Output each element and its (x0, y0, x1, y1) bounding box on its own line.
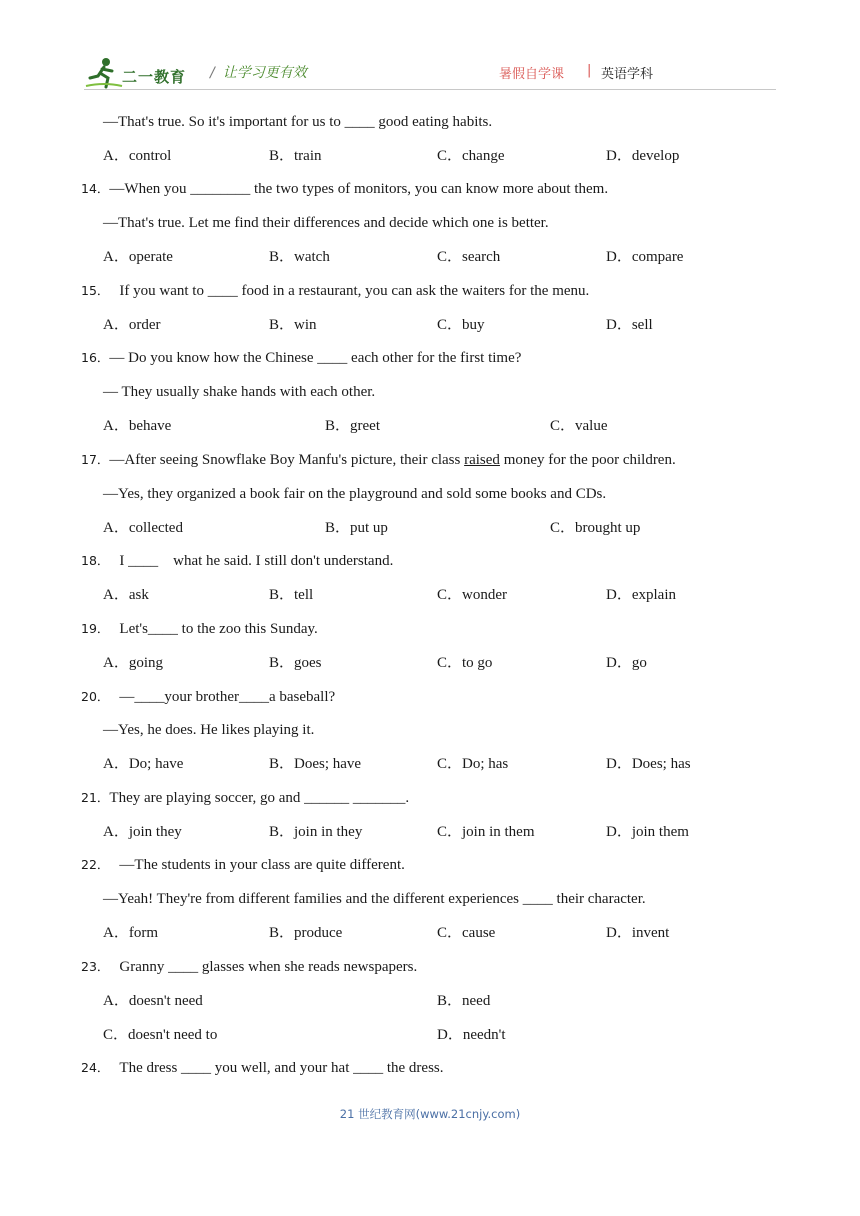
q22-line1 (81, 856, 405, 874)
q20-number: 20． (81, 689, 110, 704)
q21-number: 21． (81, 790, 110, 805)
header-divider: | (587, 63, 592, 78)
q16-option-b: B．greet (325, 418, 380, 434)
q19-line1 (81, 620, 318, 638)
q14-line2: —That's true. Let me find their differences and decide which one is better. (103, 215, 549, 231)
q13-option-b: B．train (269, 148, 322, 164)
q16-line2: — They usually shake hands with each other. (103, 384, 376, 400)
slogan-text: 让学习更有效 (222, 65, 307, 81)
q20-line1 (81, 688, 335, 706)
q14-option-b: B．watch (269, 249, 330, 265)
q13-option-a: A．control (103, 148, 172, 164)
q14-line1 (81, 180, 608, 198)
q18-line1 (81, 552, 393, 570)
page-header (0, 0, 860, 100)
q18-number: 18． (81, 553, 110, 568)
q17-option-b: B．put up (325, 520, 388, 536)
q23-text: Granny ____ glasses when she reads newspapers. (119, 959, 418, 975)
q14-option-d: D．compare (606, 249, 684, 265)
q14-option-c: C．search (437, 249, 501, 265)
q21-line1 (81, 789, 409, 807)
q17-line1 (81, 451, 676, 469)
q23-option-b: B．need (437, 993, 491, 1009)
slogan-slash: / (210, 65, 215, 81)
q13-option-c: C．change (437, 148, 505, 164)
q20-option-c: C．Do; has (437, 756, 509, 772)
q18-option-a: A．ask (103, 587, 149, 603)
q19-option-d: D．go (606, 655, 647, 671)
q17-option-c: C．brought up (550, 520, 641, 536)
q16-text: — Do you know how the Chinese ____ each other for the first time? (109, 350, 522, 366)
q23-line1 (81, 958, 417, 976)
q14-option-a: A．operate (103, 249, 173, 265)
q23-option-d: D．needn't (437, 1027, 506, 1043)
q14-text: —When you ________ the two types of monitors, you can know more about them. (109, 181, 609, 197)
q20-option-b: B．Does; have (269, 756, 362, 772)
q15-option-d: D．sell (606, 317, 653, 333)
q18-option-c: C．wonder (437, 587, 507, 603)
q14-number: 14． (81, 181, 110, 196)
q13-line2: —That's true. So it's important for us to ____ good eating habits. (103, 114, 493, 130)
q19-text: Let's____ to the zoo this Sunday. (119, 621, 318, 637)
q20-option-d: D．Does; has (606, 756, 691, 772)
q19-option-a: A．going (103, 655, 164, 671)
page-footer: 21 世纪教育网(www.21cnjy.com) (339, 1107, 521, 1121)
q20-text: —____your brother____a baseball? (119, 689, 336, 705)
q15-option-b: B．win (269, 317, 317, 333)
q22-line2: —Yeah! They're from different families and the different experiences ____ their character. (103, 891, 646, 907)
q22-option-d: D．invent (606, 925, 670, 941)
q19-option-b: B．goes (269, 655, 322, 671)
q15-option-c: C．buy (437, 317, 485, 333)
q20-line2: —Yes, he does. He likes playing it. (103, 722, 315, 738)
q21-option-c: C．join in them (437, 824, 535, 840)
q21-text: They are playing soccer, go and ______ _______. (109, 790, 410, 806)
q19-option-c: C．to go (437, 655, 493, 671)
q21-option-a: A．join they (103, 824, 182, 840)
course-label: 暑假自学课 (499, 67, 565, 82)
q23-number: 23． (81, 959, 110, 974)
q16-line1 (81, 349, 521, 367)
header-rule (84, 89, 776, 90)
q15-text: If you want to ____ food in a restaurant, you can ask the waiters for the menu. (119, 283, 590, 299)
q22-number: 22． (81, 857, 110, 872)
runner-logo-icon (84, 56, 124, 90)
q20-option-a: A．Do; have (103, 756, 184, 772)
slogan (210, 62, 307, 82)
q17-option-a: A．collected (103, 520, 183, 536)
logo-text: 二一教育 (122, 68, 187, 86)
q15-number: 15． (81, 283, 110, 298)
q16-option-c: C．value (550, 418, 608, 434)
q22-option-a: A．form (103, 925, 158, 941)
q18-option-b: B．tell (269, 587, 314, 603)
q16-option-a: A．behave (103, 418, 172, 434)
q24-number: 24． (81, 1060, 110, 1075)
q23-option-c: C．doesn't need to (103, 1027, 218, 1043)
q16-number: 16． (81, 350, 110, 365)
q15-option-a: A．order (103, 317, 161, 333)
q22-option-c: C．cause (437, 925, 496, 941)
subject-label: 英语学科 (601, 67, 654, 82)
q17-text-pre: —After seeing Snowflake Boy Manfu's picture, their class (109, 452, 465, 468)
q17-line2: —Yes, they organized a book fair on the playground and sold some books and CDs. (103, 486, 607, 502)
q17-underlined-word: raised (464, 452, 500, 468)
q19-number: 19． (81, 621, 110, 636)
q17-number: 17． (81, 452, 110, 467)
q22-text: —The students in your class are quite different. (119, 857, 405, 873)
q18-option-d: D．explain (606, 587, 676, 603)
q23-option-a: A．doesn't need (103, 993, 203, 1009)
q13-option-d: D．develop (606, 148, 680, 164)
q15-line1 (81, 282, 589, 300)
q21-option-b: B．join in they (269, 824, 363, 840)
q24-line1 (81, 1059, 444, 1077)
q17-text-post: money for the poor children. (499, 452, 676, 468)
q21-option-d: D．join them (606, 824, 689, 840)
q18-text: I ____ what he said. I still don't understand. (119, 553, 394, 569)
q22-option-b: B．produce (269, 925, 343, 941)
q24-text: The dress ____ you well, and your hat ____ the dress. (119, 1060, 444, 1076)
